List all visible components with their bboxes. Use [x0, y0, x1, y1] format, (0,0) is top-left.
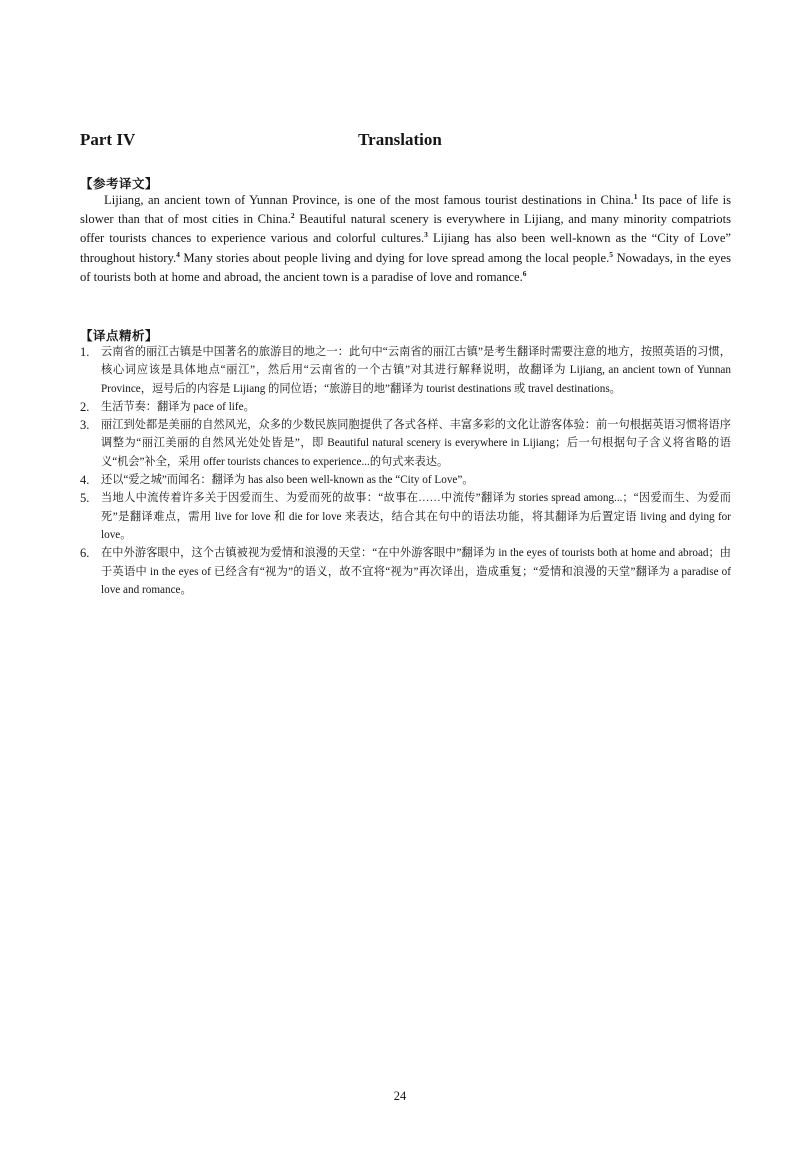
- footnote-marker: 4: [176, 249, 180, 259]
- note-item: [80, 544, 731, 599]
- note-number: 3.: [80, 418, 90, 433]
- note-item: [80, 471, 731, 489]
- part-label: Part IV: [80, 130, 136, 149]
- page-number: 24: [393, 1089, 407, 1103]
- translation-sentence: Lijiang has also been well-known as the “City of Love” throughout history.: [80, 231, 731, 265]
- reference-translation-heading: 【参考译文】: [80, 176, 159, 191]
- note-number: 4.: [80, 473, 90, 488]
- footnote-marker: 2: [290, 211, 295, 221]
- section-header: [80, 130, 720, 154]
- translation-sentence: Its pace of life is slower than that of most cities in China.: [80, 193, 731, 227]
- footnote-marker: 6: [522, 268, 527, 278]
- note-item: [80, 398, 731, 416]
- note-number: 5.: [80, 491, 90, 506]
- analysis-notes-heading: 【译点精析】: [80, 328, 159, 343]
- note-text: 生活节奏：翻译为 pace of life。: [101, 400, 255, 413]
- translation-sentence: Lijiang, an ancient town of Yunnan Province, is one of the most famous tourist destinations in China.: [104, 193, 634, 207]
- footnote-marker: 5: [609, 249, 614, 259]
- note-number: 6.: [80, 546, 90, 561]
- translation-sentence: Many stories about people living and dying for love spread among the local people.: [179, 250, 610, 265]
- note-item: [80, 489, 731, 544]
- footnote-marker: 1: [633, 191, 638, 201]
- note-text: 当地人中流传着许多关于因爱而生、为爱而死的故事：“故事在……中流传”翻译为 stories spread among...；“因爱而生、为爱而死”是翻译难点，需用 live for love 和 die for love 来表达，结合其在句中的语法功能，将其翻译为后置定语 living and dying for love。: [101, 492, 731, 541]
- note-text: 还以“爱之城”而闻名：翻译为 has also been well-known as the “City of Love”。: [101, 474, 474, 487]
- analysis-notes-list: [80, 343, 731, 599]
- note-number: 1.: [80, 345, 90, 359]
- note-item: [80, 343, 731, 398]
- section-title: Translation: [358, 130, 442, 149]
- note-text: 云南省的丽江古镇是中国著名的旅游目的地之一：此句中“云南省的丽江古镇”是考生翻译时需要注意的地方，按照英语的习惯，核心词应该是具体地点“丽江”，然后用“云南省的一个古镇”对其进行解释说明，故翻译为 Lijiang, an ancient town of Yunnan Province，逗号后的内容是 Lijiang 的同位语；“旅游目的地”翻译为 tourist destinations 或 travel destinations。: [101, 346, 731, 395]
- note-item: [80, 416, 731, 471]
- translation-sentence: Beautiful natural scenery is everywhere in Lijiang, and many minority compatriots offer tourists chances to experience various and colorful cultures.: [80, 212, 731, 246]
- note-number: 2.: [80, 399, 90, 414]
- translation-sentence: Nowadays, in the eyes of tourists both at home and abroad, the ancient town is a paradise of love and romance.: [80, 250, 731, 284]
- note-text: 丽江到处都是美丽的自然风光，众多的少数民族同胞提供了各式各样、丰富多彩的文化让游客体验：前一句根据英语习惯将语序调整为“丽江美丽的自然风光处处皆是”，即 Beautiful natural scenery is everywhere in Lijiang；后一句根据句子含义将省略的语义“机会”补全，采用 offer tourists chances to experience...的句式来表达。: [101, 419, 731, 468]
- reference-translation-paragraph: [80, 191, 731, 287]
- note-text: 在中外游客眼中，这个古镇被视为爱情和浪漫的天堂：“在中外游客眼中”翻译为 in the eyes of tourists both at home and abroad；由于英语中 in the eyes of 已经含有“视为”的语义，故不宜将“视为”再次译出，造成重复；“爱情和浪漫的天堂”翻译为 a paradise of love and romance。: [101, 547, 731, 596]
- footnote-marker: 3: [424, 230, 428, 240]
